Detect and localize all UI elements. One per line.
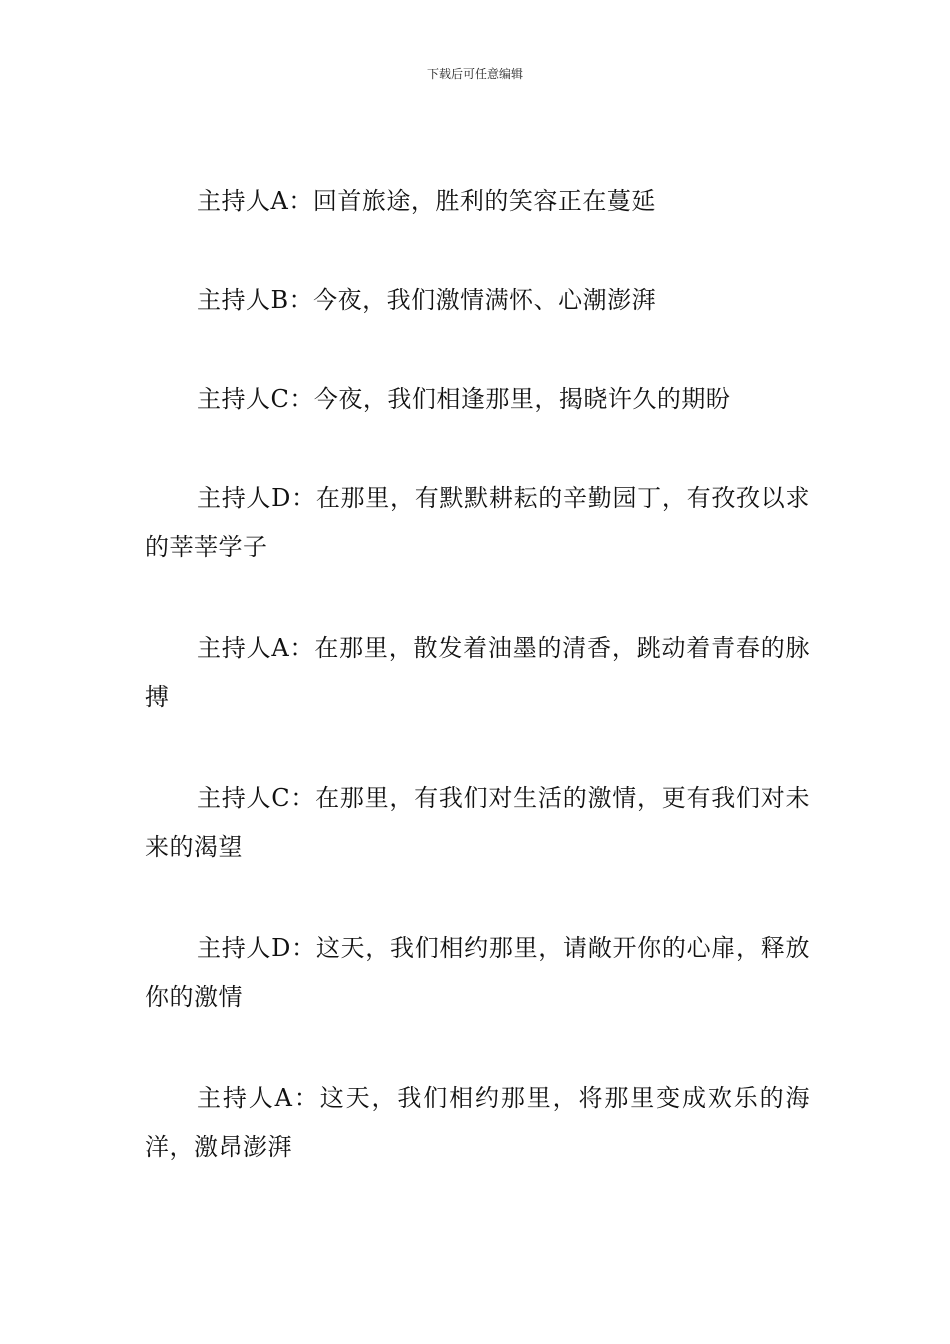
paragraph: 主持人D：在那里，有默默耕耘的辛勤园丁，有孜孜以求的莘莘学子 bbox=[145, 484, 810, 561]
paragraph: 主持人B：今夜，我们激情满怀、心潮澎湃 bbox=[197, 286, 657, 314]
header-note: 下载后可任意编辑 bbox=[426, 67, 523, 81]
paragraph: 主持人D：这天，我们相约那里，请敞开你的心扉，释放你的激情 bbox=[145, 934, 810, 1011]
document-body bbox=[145, 177, 810, 1224]
paragraph: 主持人A：回首旅途，胜利的笑容正在蔓延 bbox=[197, 187, 656, 215]
paragraph: 主持人C：今夜，我们相逢那里，揭晓许久的期盼 bbox=[197, 385, 731, 413]
paragraph: 主持人A：这天，我们相约那里，将那里变成欢乐的海洋，激昂澎湃 bbox=[145, 1084, 810, 1161]
paragraph: 主持人A：在那里，散发着油墨的清香，跳动着青春的脉搏 bbox=[145, 634, 810, 711]
paragraph: 主持人C：在那里，有我们对生活的激情，更有我们对未来的渴望 bbox=[145, 784, 810, 861]
